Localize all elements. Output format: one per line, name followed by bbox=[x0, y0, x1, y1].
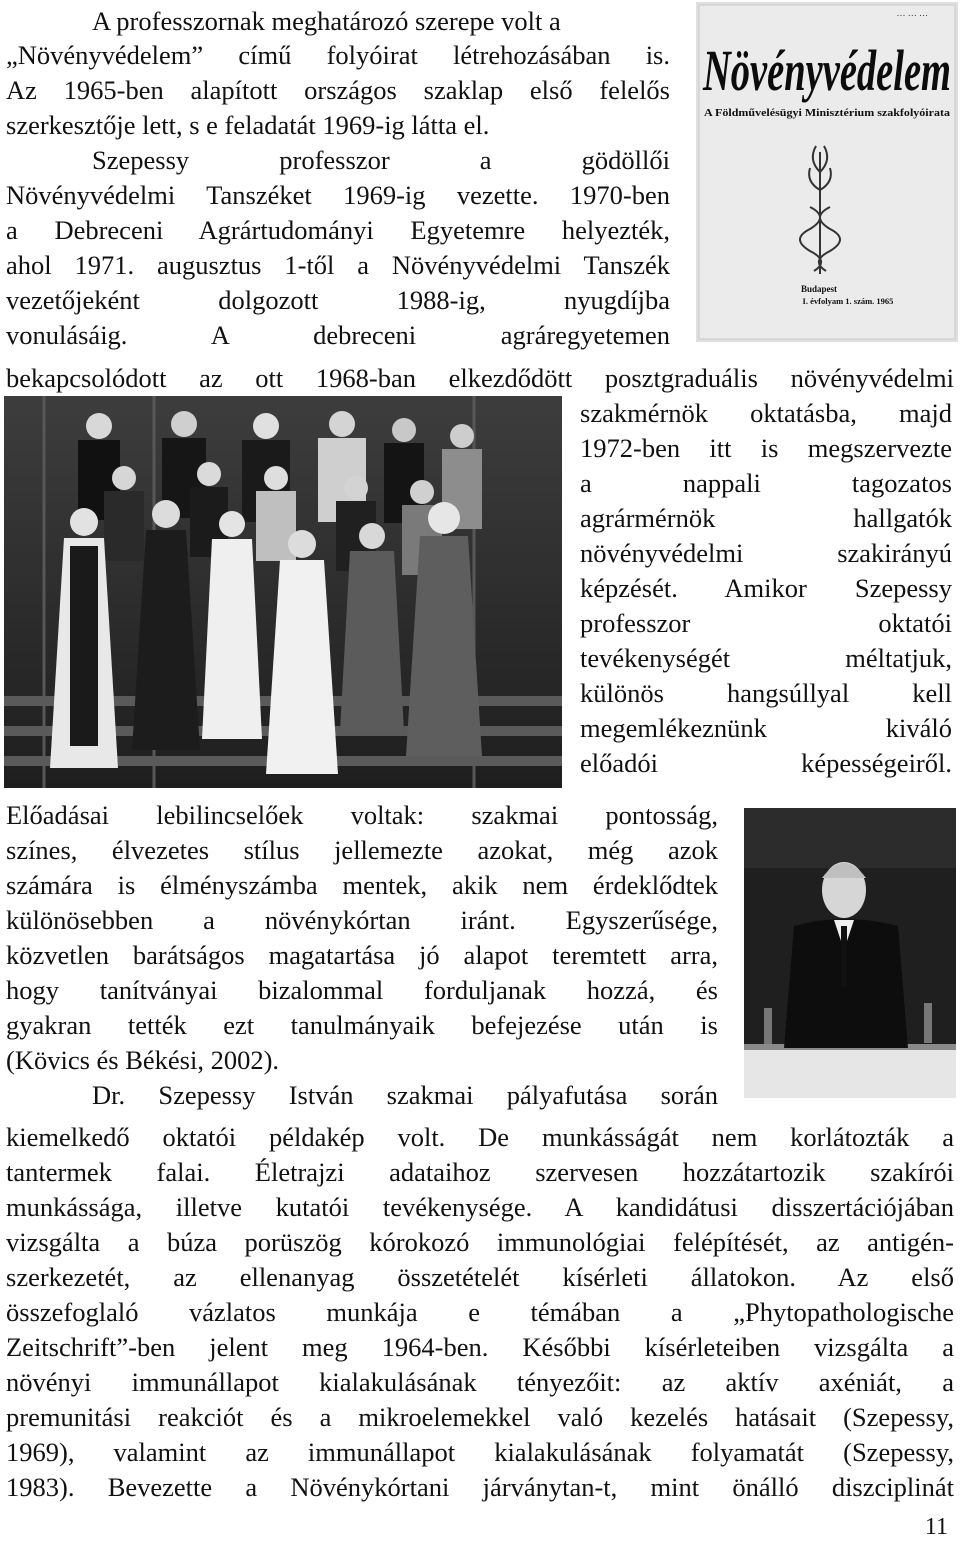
text-line: megemlékeznünk kiváló bbox=[580, 713, 952, 743]
cover-city: Budapest bbox=[800, 284, 838, 294]
text-line: ahol 1971. augusztus 1-től a Növényvédelmi Tanszék bbox=[6, 250, 670, 280]
text-line: képzését. Amikor Szepessy bbox=[580, 573, 952, 603]
text-line: előadói képességeiről. bbox=[580, 748, 952, 778]
text-line: Dr. Szepessy István szakmai pályafutása során bbox=[92, 1080, 718, 1110]
text-line: tantermek falai. Életrajzi adataihoz szervesen hozzátartozik szakírói bbox=[6, 1157, 954, 1187]
text-line: kiemelkedő oktatói példakép volt. De munkásságát nem korlátozták a bbox=[6, 1122, 954, 1152]
text-line: szerkesztője lett, s e feladatát 1969-ig látta el. bbox=[6, 110, 490, 140]
page-number: 11 bbox=[924, 1514, 948, 1540]
text-line: bekapcsolódott az ott 1968-ban elkezdődött posztgraduális növényvédelmi bbox=[6, 363, 954, 393]
text-line: Zeitschrift”-ben jelent meg 1964-ben. Későbbi kísérleteiben vizsgálta a bbox=[6, 1332, 954, 1362]
cover-title: Növényvédelem bbox=[702, 38, 951, 103]
text-line: számára is élményszámba mentek, akik nem érdeklődtek bbox=[6, 870, 718, 900]
text-line: vezetőjeként dolgozott 1988-ig, nyugdíjba bbox=[6, 285, 670, 315]
text-line: gyakran tették ezt tanulmányaik befejezése után is bbox=[6, 1010, 718, 1040]
text-line: 1969), valamint az immunállapot kialakulásának folyamatát (Szepessy, bbox=[6, 1437, 954, 1467]
text-line: összefoglaló vázlatos munkája e témában a „Phytopathologische bbox=[6, 1297, 954, 1327]
journal-cover-image bbox=[696, 2, 958, 342]
text-line: a Debreceni Agrártudományi Egyetemre helyezték, bbox=[6, 215, 670, 245]
text-line: munkássága, illetve kutatói tevékenysége. A kandidátusi disszertációjában bbox=[6, 1192, 954, 1222]
text-line: szerkezetét, az ellenanyag összetételét kísérleti állatokon. Az első bbox=[6, 1262, 954, 1292]
text-line: tevékenységét méltatjuk, bbox=[580, 643, 952, 673]
text-line: A professzornak meghatározó szerepe volt a bbox=[92, 6, 561, 36]
text-line: hogy tanítványai bizalommal forduljanak hozzá, és bbox=[6, 975, 718, 1005]
text-line: vonulásáig. A debreceni agráregyetemen bbox=[6, 320, 670, 350]
svg-text:… … …: … … … bbox=[896, 8, 928, 18]
text-line: a nappali tagozatos bbox=[580, 468, 952, 498]
portrait-photo bbox=[744, 808, 956, 1098]
text-line: szakmérnök oktatásba, majd bbox=[580, 398, 952, 428]
text-line: agrármérnök hallgatók bbox=[580, 503, 952, 533]
text-line: különösebben a növénykórtan iránt. Egyszerűsége, bbox=[6, 905, 718, 935]
text-line: professzor oktatói bbox=[580, 608, 952, 638]
text-line: Szepessy professzor a gödöllői bbox=[92, 145, 670, 175]
text-line: növényvédelmi szakirányú bbox=[580, 538, 952, 568]
text-line: Előadásai lebilincselőek voltak: szakmai pontosság, bbox=[6, 800, 718, 830]
text-line: növényi immunállapot kialakulásának tényezőit: az aktív axéniát, a bbox=[6, 1367, 954, 1397]
text-line: közvetlen barátságos magatartása jó alapot teremtett arra, bbox=[6, 940, 718, 970]
text-line: 1972-ben itt is megszervezte bbox=[580, 433, 952, 463]
text-line: Növényvédelmi Tanszéket 1969-ig vezette. 1970-ben bbox=[6, 180, 670, 210]
text-line: különös hangsúllyal kell bbox=[580, 678, 952, 708]
text-line: premunitási reakciót és a mikroelemekkel való kezelés hatásait (Szepessy, bbox=[6, 1402, 954, 1432]
text-line: Az 1965-ben alapított országos szaklap első felelős bbox=[6, 75, 670, 105]
text-line: színes, élvezetes stílus jellemezte azokat, még azok bbox=[6, 835, 718, 865]
cover-subtitle: A Földművelésügyi Minisztérium szakfolyóirata bbox=[704, 108, 951, 119]
text-line: vizsgálta a búza porüszög kórokozó immunológiai felépítését, az antigén- bbox=[6, 1227, 954, 1257]
cover-issue: I. évfolyam 1. szám. 1965 bbox=[802, 296, 894, 306]
text-line: 1983). Bevezette a Növénykórtani járványtan-t, mint önálló diszciplinát bbox=[6, 1472, 954, 1502]
text-line: „Növényvédelem” című folyóirat létrehozásában is. bbox=[6, 40, 670, 70]
group-photo bbox=[4, 396, 562, 788]
text-line: (Kövics és Békési, 2002). bbox=[6, 1045, 280, 1075]
